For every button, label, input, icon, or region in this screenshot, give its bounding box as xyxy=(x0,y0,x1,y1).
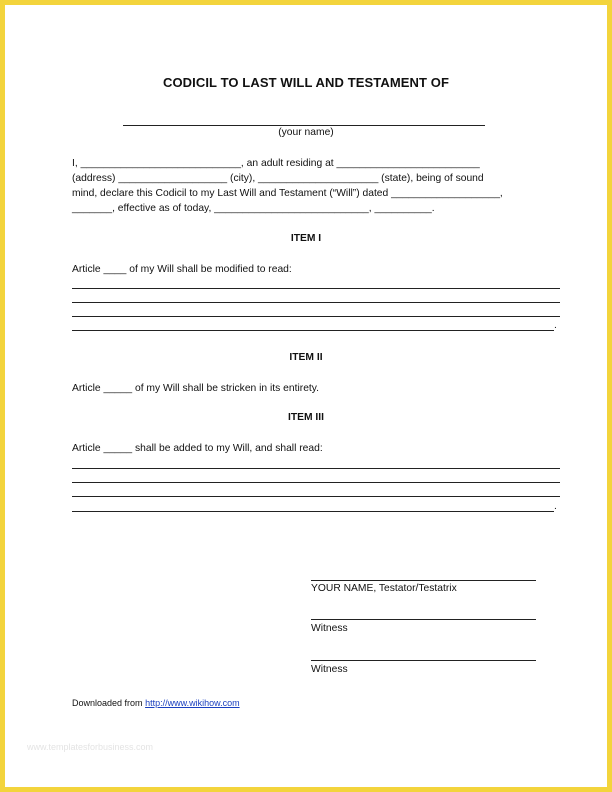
witness-1-signature-line xyxy=(311,619,536,620)
item-3-period: . xyxy=(554,501,557,512)
item-1-line-4 xyxy=(72,330,554,331)
document-page xyxy=(5,5,607,787)
footer xyxy=(72,698,240,708)
item-2-heading: ITEM II xyxy=(289,352,323,363)
item-3-text: Article _____ shall be added to my Will, and shall read: xyxy=(72,443,323,454)
intro-line-1: I, ____________________________, an adult residing at _________________________ xyxy=(72,158,480,169)
item-1-heading: ITEM I xyxy=(290,233,322,244)
intro-line-4: _______, effective as of today, ___________________________, __________. xyxy=(72,203,435,214)
item-3-heading: ITEM III xyxy=(287,412,325,423)
item-1-text: Article ____ of my Will shall be modified to read: xyxy=(72,264,292,275)
name-caption: (your name) xyxy=(278,127,334,138)
item-3-line-2 xyxy=(72,482,560,483)
intro-line-2: (address) ___________________ (city), _____________________ (state), being of sound xyxy=(72,173,484,184)
watermark: www.templatesforbusiness.com xyxy=(27,742,154,752)
item-3-line-1 xyxy=(72,468,560,469)
item-1-line-3 xyxy=(72,316,560,317)
intro-line-3: mind, declare this Codicil to my Last Will and Testament (“Will”) dated ___________________, xyxy=(72,188,503,199)
item-3-line-3 xyxy=(72,496,560,497)
item-1-line-1 xyxy=(72,288,560,289)
testator-signature-line xyxy=(311,580,536,581)
document-title: CODICIL TO LAST WILL AND TESTAMENT OF xyxy=(162,75,450,90)
item-2-text: Article _____ of my Will shall be stricken in its entirety. xyxy=(72,383,320,394)
item-3-line-4 xyxy=(72,511,554,512)
footer-prefix: Downloaded from xyxy=(72,698,143,708)
witness-2-label: Witness xyxy=(311,664,348,675)
witness-2-signature-line xyxy=(311,660,536,661)
testator-label: YOUR NAME, Testator/Testatrix xyxy=(311,583,457,594)
item-1-period: . xyxy=(554,320,557,331)
witness-1-label: Witness xyxy=(311,623,348,634)
footer-link[interactable]: http://www.wikihow.com xyxy=(145,698,240,708)
item-1-line-2 xyxy=(72,302,560,303)
name-line xyxy=(123,125,485,126)
